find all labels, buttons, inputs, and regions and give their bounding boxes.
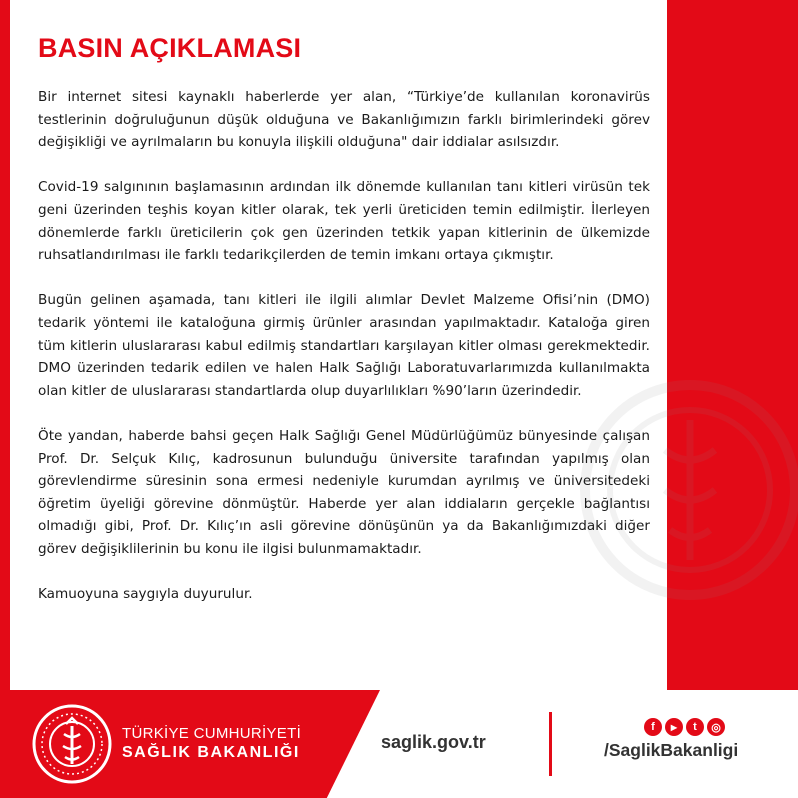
facebook-icon[interactable]: f [644, 718, 662, 736]
closing-line: Kamuoyuna saygıyla duyurulur. [38, 586, 253, 603]
ministry-name [122, 725, 301, 763]
social-handle[interactable]: /SaglikBakanligi [604, 740, 739, 760]
ministry-line-1: TÜRKİYE CUMHURİYETİ [122, 725, 302, 742]
page-title: BASIN AÇIKLAMASI [38, 33, 302, 63]
instagram-icon[interactable]: ◎ [707, 718, 725, 736]
paragraph: Covid-19 salgınının başlamasının ardından ilk dönemde kullanılan tanı kitleri virüsün tek geni üzerinden teşhis koyan kitler olarak, tek yerli üreticiden temin edilmiştir. İlerleyen dönemlerde farklı üreticilerin çok gen üzerinden tetkik yapan kitlerinin de ülkemizde ruhsatlandırılması ile farklı tedarikçilerden de temin imkanı ortaya çıkmıştır. [38, 179, 650, 264]
website-link[interactable]: saglik.gov.tr [381, 732, 486, 752]
twitter-icon[interactable]: t [686, 718, 704, 736]
footer [0, 690, 798, 798]
footer-divider [549, 712, 552, 776]
social-icons [644, 718, 725, 736]
youtube-icon[interactable]: ▶ [665, 718, 683, 736]
paragraph: Bir internet sitesi kaynaklı haberlerde yer alan, “Türkiye’de kullanılan koronavirüs testlerinin doğruluğunun düşük olduğuna ve Bakanlığımızın farklı birimlerindeki görev değişikliği ve ayrılmaların bu konuyla ilişkili olduğuna" dair iddialar asılsızdır. [38, 89, 650, 151]
ministry-logo-icon [30, 702, 114, 786]
statement-body [38, 86, 650, 628]
left-red-stripe [0, 0, 10, 690]
paragraph: Öte yandan, haberde bahsi geçen Halk Sağlığı Genel Müdürlüğümüz bünyesinde çalışan Prof. Dr. Selçuk Kılıç, kadrosunun bulunduğu üniversite tarafından yapılmış olan görevlendirme süresinin sona ermesi nedeniyle kurumdan ayrılmış ve üniversitedeki öğretim üyeliği görevine dönmüştür. Haberde yer alan iddiaların gerçekle bağlantısı olmadığı gibi, Prof. Dr. Kılıç’ın asli görevine dönüşünün ya da Bakanlığımızdaki diğer görev değişiklilerinin bu konu ile ilgisi bulunmamaktadır. [38, 427, 650, 557]
paragraph: Bugün gelinen aşamada, tanı kitleri ile ilgili alımlar Devlet Malzeme Ofisi’nin (DMO) tedarik yöntemi ile kataloğuna girmiş ürünler arasından yapılmaktadır. Kataloğa giren tüm kitlerin uluslararası kabul edilmiş standartları karşılayan kitler olması gerekmektedir. DMO üzerinden tedarik edilen ve halen Halk Sağlığı Laboratuvarlarımızda kullanılmakta olan kitler de uluslararası standartlarda olup duyarlılıkları %90’ların üzerindedir. [38, 292, 650, 399]
ministry-line-2: SAĞLIK BAKANLIĞI [122, 744, 300, 761]
